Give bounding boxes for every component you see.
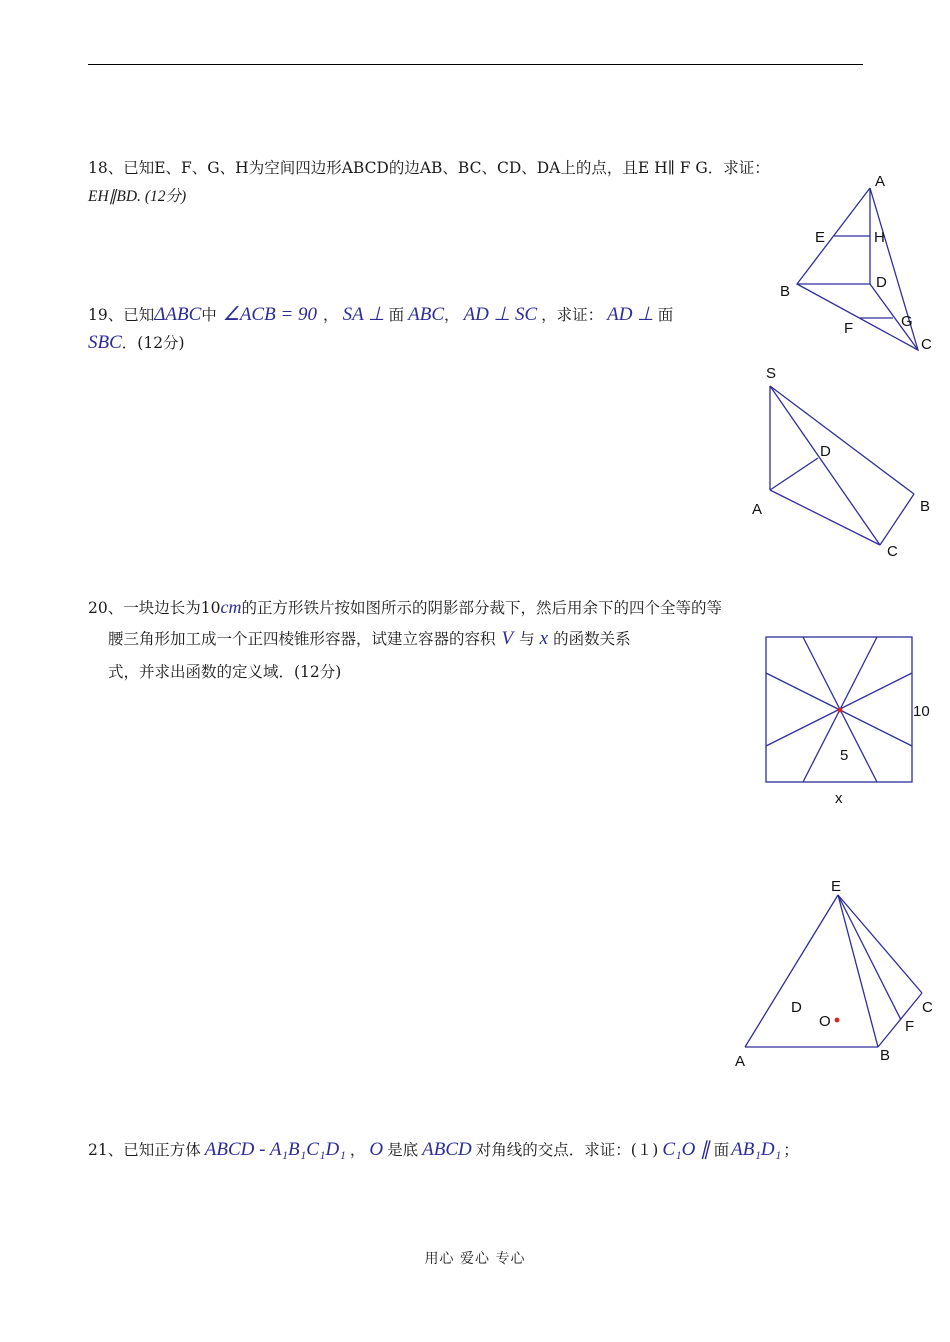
q20-line3: 式，并求出函数的定义域．(12分) bbox=[108, 663, 342, 681]
fig18-label-e: E bbox=[815, 229, 826, 246]
q21-math-abcd: ABCD bbox=[422, 1139, 472, 1160]
fig18-label-f: F bbox=[844, 320, 854, 337]
q19-line1 bbox=[88, 305, 673, 325]
fig19-label-c: C bbox=[887, 543, 898, 560]
header-rule bbox=[88, 64, 863, 65]
figure-19 bbox=[745, 360, 945, 565]
q21-math-c1o: C₁O ∥ bbox=[662, 1139, 710, 1160]
q20-line2 bbox=[108, 629, 631, 649]
q18-line2: EH∥BD. (12分) bbox=[88, 188, 187, 205]
q21-line1 bbox=[88, 1140, 799, 1160]
q19-line2 bbox=[88, 333, 185, 353]
q19-math-triangle: ΔABC bbox=[154, 304, 202, 325]
q21-math-ab1d1: AB₁D₁ bbox=[731, 1139, 782, 1160]
q20-line1a: 20、一块边长为10 bbox=[88, 599, 221, 617]
q21-math-o: O bbox=[369, 1139, 384, 1160]
figure-18 bbox=[770, 165, 945, 360]
figure-21 bbox=[728, 872, 943, 1072]
q19-text1: 中 bbox=[201, 306, 217, 324]
q19-prefix: 19、已知 bbox=[88, 306, 155, 324]
q19-math-sa: SA ⊥ bbox=[342, 304, 385, 325]
fig18-label-d: D bbox=[876, 274, 887, 291]
fig21-label-b: B bbox=[880, 1047, 891, 1064]
q19-math-ad: AD ⊥ bbox=[607, 304, 654, 325]
fig19-label-d: D bbox=[820, 443, 831, 460]
q19-text5: ，求证： bbox=[541, 306, 604, 324]
q20-line1b: 的正方形铁片按如图所示的阴影部分裁下，然后用余下的四个全等的等 bbox=[241, 599, 722, 617]
q21-text5: ； bbox=[783, 1141, 799, 1159]
q21-math-cube: ABCD - A₁B₁C₁D₁ bbox=[204, 1139, 346, 1160]
q19-text2: ， bbox=[323, 306, 339, 324]
q21-text4: 面 bbox=[713, 1141, 730, 1159]
fig18-label-c: C bbox=[921, 336, 932, 353]
q20-line2c: 的函数关系 bbox=[553, 630, 631, 648]
fig19-label-s: S bbox=[766, 365, 777, 382]
q18-line1: 18、已知E、F、G、H为空间四边形ABCD的边AB、BC、CD、DA上的点，且E H∥ F G．求证： bbox=[88, 159, 770, 177]
q20-line2b: 与 bbox=[519, 630, 535, 648]
fig18-label-h: H bbox=[874, 229, 885, 246]
fig19-label-b: B bbox=[920, 498, 931, 515]
q19-text3: 面 bbox=[388, 306, 405, 324]
q19-math-abc: ABC bbox=[408, 304, 445, 325]
fig19-label-a: A bbox=[752, 501, 763, 518]
q20-v: V bbox=[501, 628, 514, 649]
page-footer: 用心 爱心 专心 bbox=[424, 1251, 526, 1267]
fig21-label-c: C bbox=[922, 999, 933, 1016]
q19-math-angle: ∠ACB = 90 bbox=[222, 304, 318, 325]
fig21-center-dot bbox=[835, 1018, 840, 1023]
q20-line1 bbox=[88, 597, 722, 618]
fig21-label-f: F bbox=[905, 1018, 915, 1035]
fig20-label-x: x bbox=[835, 790, 843, 807]
fig21-label-a: A bbox=[735, 1053, 746, 1070]
fig18-label-a: A bbox=[875, 173, 886, 190]
q21-text3: 对角线的交点．求证：(１) bbox=[475, 1141, 659, 1159]
fig21-label-o: O bbox=[819, 1013, 831, 1030]
fig21-label-e: E bbox=[831, 878, 842, 895]
q20-x: x bbox=[539, 628, 549, 649]
q19-math-ad-sc: AD ⊥ SC bbox=[463, 304, 538, 325]
fig18-label-g: G bbox=[901, 313, 913, 330]
q20-unit: cm bbox=[220, 597, 242, 617]
q19-text4: ， bbox=[444, 306, 460, 324]
fig18-label-b: B bbox=[780, 283, 791, 300]
fig20-center-dot bbox=[838, 708, 843, 713]
fig20-label-5: 5 bbox=[840, 747, 849, 764]
fig21-label-d: D bbox=[791, 999, 802, 1016]
q21-prefix: 21、已知正方体 bbox=[88, 1141, 201, 1159]
q21-text2: 是底 bbox=[387, 1141, 419, 1159]
q19-math-sbc: SBC bbox=[88, 332, 122, 353]
figure-20 bbox=[760, 630, 945, 810]
q19-text7: ．(12分) bbox=[121, 334, 185, 352]
fig20-label-side: 10 bbox=[913, 703, 930, 720]
q20-line2a: 腰三角形加工成一个正四棱锥形容器，试建立容器的容积 bbox=[108, 630, 496, 648]
q19-text6: 面 bbox=[657, 306, 674, 324]
q21-text1: ， bbox=[349, 1141, 366, 1159]
